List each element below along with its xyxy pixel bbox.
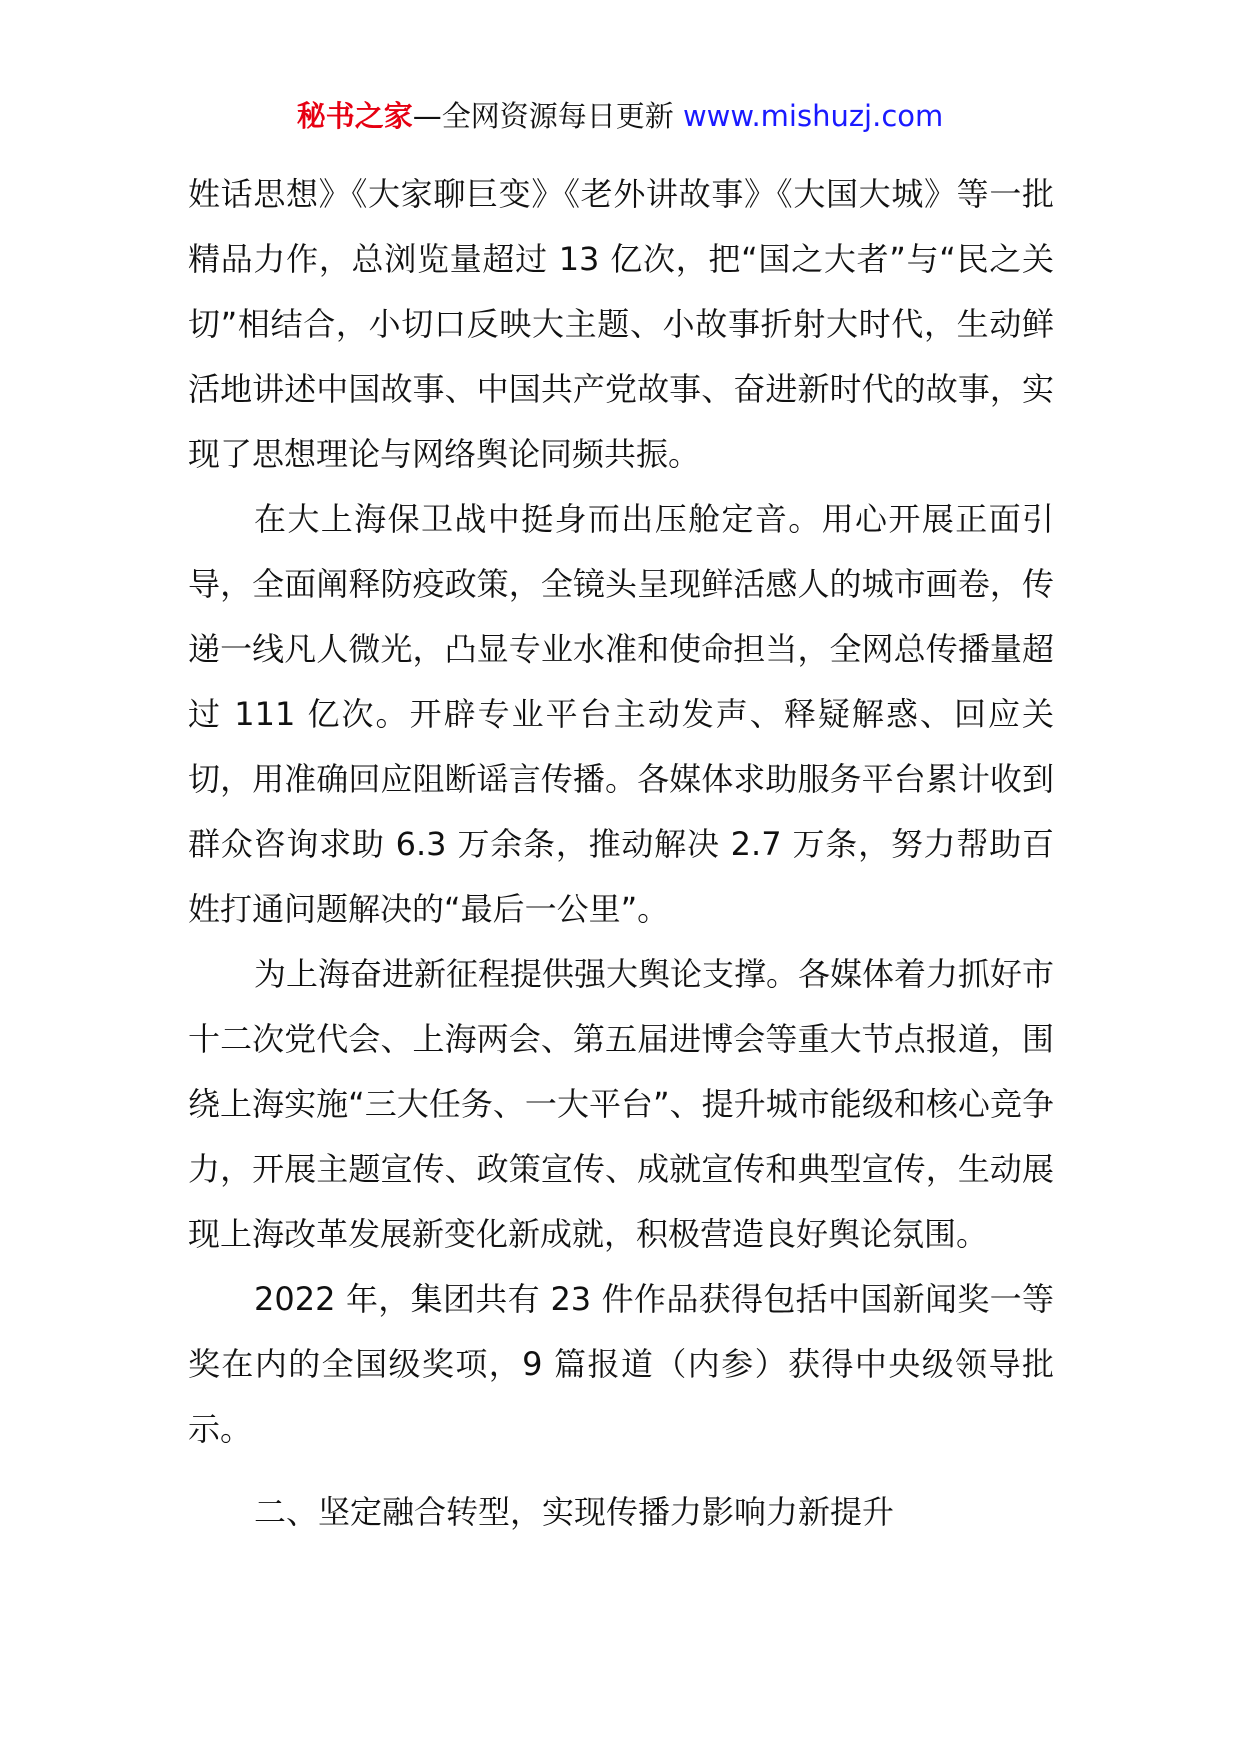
document-body [188, 162, 1054, 1545]
paragraph-awards-2022: 2022 年，集团共有 23 件作品获得包括中国新闻奖一等奖在内的全国级奖项，9 篇报道（内参）获得中央级领导批示。 [188, 1280, 1054, 1448]
site-url-link[interactable]: www.mishuzj.com [682, 99, 944, 133]
paragraph-public-opinion-support: 为上海奋进新征程提供强大舆论支撑。各媒体着力抓好市十二次党代会、上海两会、第五届进博会等重大节点报道，围绕上海实施“三大任务、一大平台”、提升城市能级和核心竞争力，开展主题宣传、政策宣传、成就宣传和典型宣传，生动展现上海改革发展新变化新成就，积极营造良好舆论氛围。 [188, 955, 1055, 1253]
header-tagline: —全网资源每日更新 [412, 99, 683, 133]
brand-name: 秘书之家 [296, 99, 413, 133]
section-heading: 二、坚定融合转型，实现传播力影响力新提升 [254, 1493, 895, 1531]
paragraph-continuation: 姓话思想》《大家聊巨变》《老外讲故事》《大国大城》等一批精品力作，总浏览量超过 13 亿次，把“国之大者”与“民之关切”相结合，小切口反映大主题、小故事折射大时代，生动鲜活地讲述中国故事、中国共产党故事、奋进新时代的故事，实现了思想理论与网络舆论同频共振。 [188, 175, 1054, 473]
site-header [0, 96, 1240, 136]
paragraph-shanghai-defense: 在大上海保卫战中挺身而出压舱定音。用心开展正面引导，全面阐释防疫政策，全镜头呈现鲜活感人的城市画卷，传递一线凡人微光，凸显专业水准和使命担当，全网总传播量超过 111 亿次。开辟专业平台主动发声、释疑解惑、回应关切，用准确回应阻断谣言传播。各媒体求助服务平台累计收到群众咨询求助 6.3 万余条，推动解决 2.7 万条，努力帮助百姓打通问题解决的“最后一公里”。 [188, 500, 1054, 928]
